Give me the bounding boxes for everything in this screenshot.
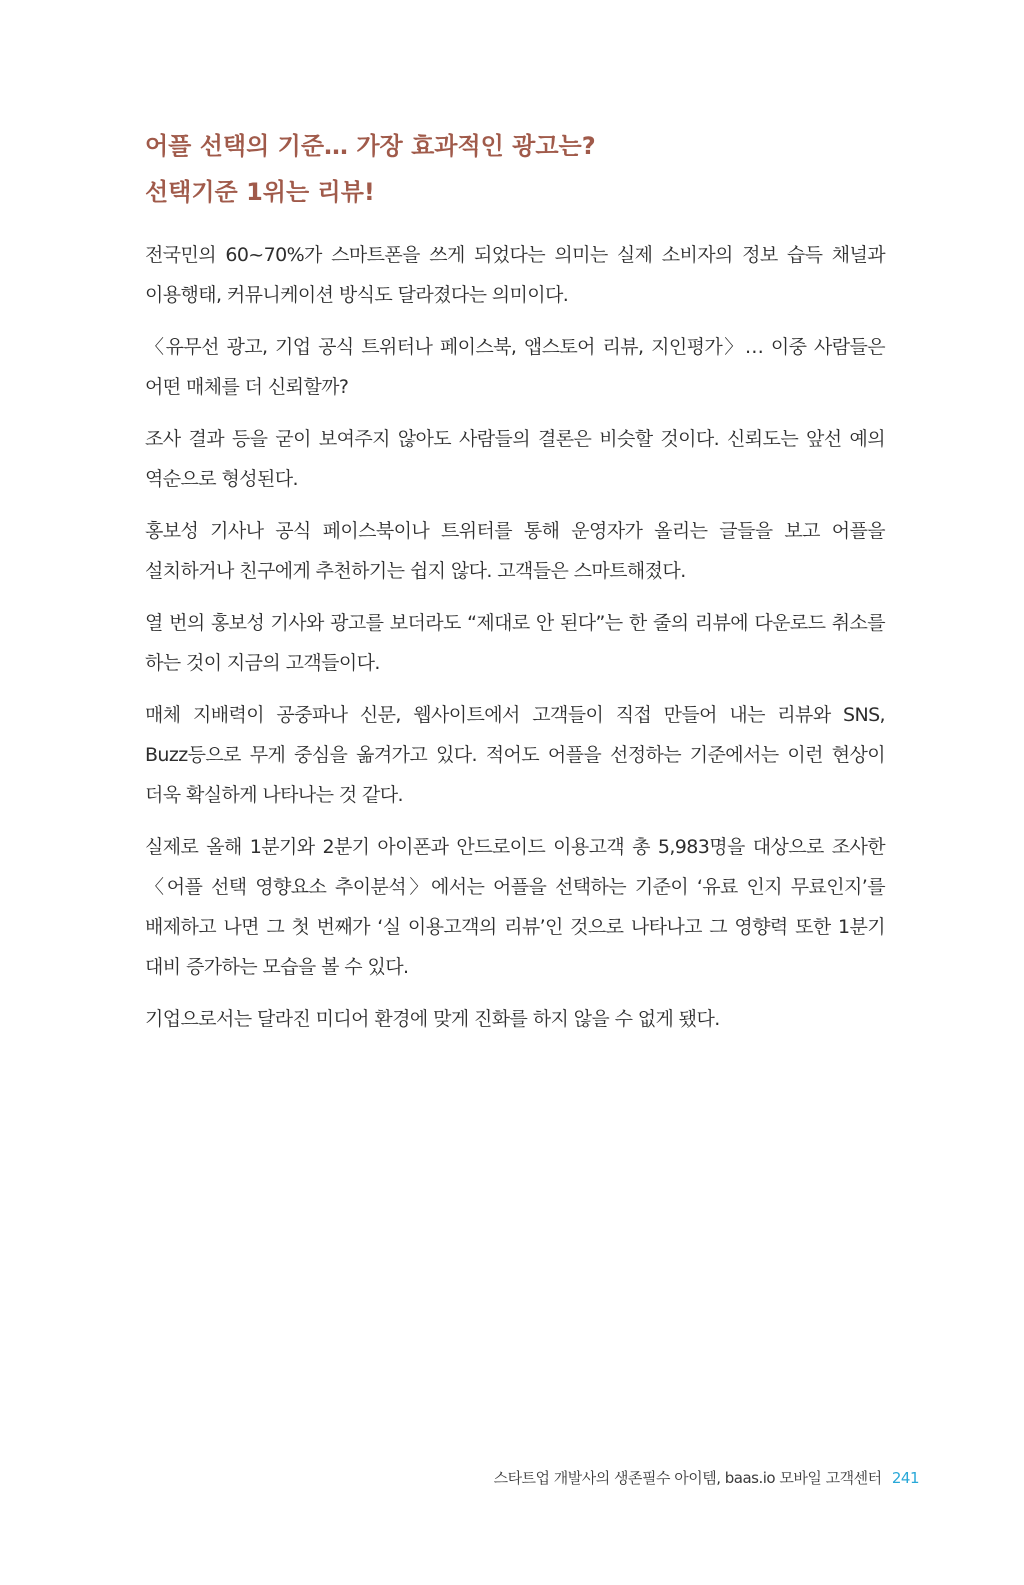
body-text (145, 235, 885, 1051)
paragraph-4: 홍보성 기사나 공식 페이스북이나 트위터를 통해 운영자가 올리는 글들을 보고 어플을 설치하거나 친구에게 추천하기는 쉽지 않다. 고객들은 스마트해졌다. (145, 520, 885, 582)
page-footer (494, 1467, 919, 1488)
section-heading-line-2: 선택기준 1위는 리뷰! (145, 178, 375, 206)
paragraph-2: 〈유무선 광고, 기업 공식 트위터나 페이스북, 앱스토어 리뷰, 지인평가〉… 이중 사람들은 어떤 매체를 더 신뢰할까? (145, 336, 885, 398)
section-heading-line-1: 어플 선택의 기준… 가장 효과적인 광고는? (145, 132, 596, 160)
paragraph-8: 기업으로서는 달라진 미디어 환경에 맞게 진화를 하지 않을 수 없게 됐다. (145, 1008, 720, 1030)
paragraph-5: 열 번의 홍보성 기사와 광고를 보더라도 “제대로 안 된다”는 한 줄의 리뷰에 다운로드 취소를 하는 것이 지금의 고객들이다. (145, 612, 885, 674)
paragraph-3: 조사 결과 등을 굳이 보여주지 않아도 사람들의 결론은 비슷할 것이다. 신뢰도는 앞선 예의 역순으로 형성된다. (145, 428, 885, 490)
running-title: 스타트업 개발사의 생존필수 아이템, baas.io 모바일 고객센터 (493, 1469, 882, 1487)
paragraph-1: 전국민의 60~70%가 스마트폰을 쓰게 되었다는 의미는 실제 소비자의 정보 습득 채널과 이용행태, 커뮤니케이션 방식도 달라졌다는 의미이다. (145, 244, 885, 306)
paragraph-7: 실제로 올해 1분기와 2분기 아이폰과 안드로이드 이용고객 총 5,983명을 대상으로 조사한 〈어플 선택 영향요소 추이분석〉에서는 어플을 선택하는 기준이 ‘유료 인지 무료인지’를 배제하고 나면 그 첫 번째가 ‘실 이용고객의 리뷰’인 것으로 나타나고 그 영향력 또한 1분기 대비 증가하는 모습을 볼 수 있다. (145, 836, 885, 978)
page-number: 241 (891, 1469, 919, 1487)
paragraph-6: 매체 지배력이 공중파나 신문, 웹사이트에서 고객들이 직접 만들어 내는 리뷰와 SNS, Buzz등으로 무게 중심을 옮겨가고 있다. 적어도 어플을 선정하는 기준에서는 이런 현상이 더욱 확실하게 나타나는 것 같다. (145, 704, 885, 806)
